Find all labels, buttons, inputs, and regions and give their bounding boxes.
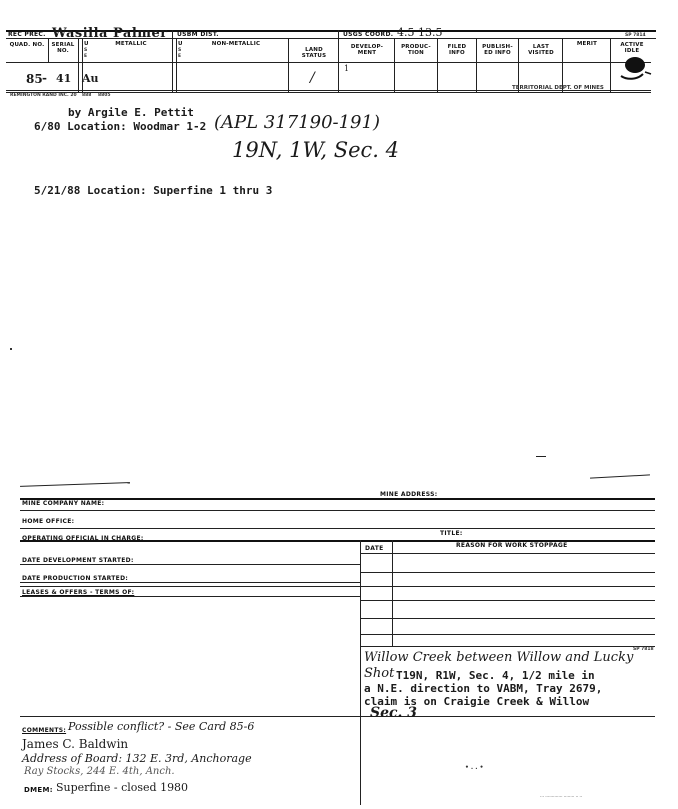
col-production: PRODUC-TION (401, 44, 431, 56)
rec-prec-label: REC PREC. (8, 31, 46, 38)
comments-label: COMMENTS: (22, 727, 67, 734)
usgs-coord-label: USGS COORD. (343, 31, 394, 38)
active-idle-mark-icon (615, 54, 653, 84)
location-1: 6/80 Location: Woodmar 1-2 (34, 120, 207, 133)
col-land-status: LAND STATUS (301, 47, 327, 59)
operating-official-label: OPERATING OFFICIAL IN CHARGE: (22, 535, 144, 542)
form-number-2: SP 7818 (633, 647, 654, 652)
location-2: 5/21/88 Location: Superfine 1 thru 3 (34, 184, 273, 197)
rec-prec-value: Wasilla Palmer (52, 26, 168, 41)
col-merit: MERIT (576, 41, 598, 47)
form-number: SP 7814 (625, 33, 646, 38)
home-office-label: HOME OFFICE: (22, 518, 75, 525)
col-nonmetallic: NON-METALLIC (211, 41, 261, 47)
comments-line2: James C. Baldwin (22, 737, 129, 751)
col-last-visited: LAST VISITED (528, 44, 554, 56)
leases-label: LEASES & OFFERS - TERMS OF: (22, 589, 135, 596)
date-column-label: DATE (365, 545, 384, 552)
row-serial-value: 41 (56, 72, 72, 85)
location-note-line2: T19N, R1W, Sec. 4, 1/2 mile in (396, 669, 595, 682)
col-filed-info: FILED INFO (447, 44, 467, 56)
row-metallic-value: Au (82, 72, 99, 85)
col-quad-no: QUAD. NO. (9, 42, 45, 48)
location-note-line3: a N.E. direction to VABM, Tray 2679, (364, 682, 603, 695)
by-line: by Argile E. Pettit (68, 106, 194, 119)
location-note-line2-hand: Shot (364, 666, 395, 681)
col-u2: U (178, 41, 183, 47)
location-note-line1: Willow Creek between Willow and Lucky (364, 650, 634, 665)
territorial-dept: TERRITORIAL DEPT. OF MINES (512, 85, 604, 91)
reason-column-label: REASON FOR WORK STOPPAGE (456, 542, 568, 549)
comments-line5: Superfine - closed 1980 (56, 781, 189, 794)
comments-line3: Address of Board: 132 E. 3rd, Anchorage (22, 752, 252, 765)
col-active-idle: ACTIVE IDLE (620, 42, 644, 54)
apl-note: (APL 317190-191) (214, 112, 380, 133)
row-quad-value: 85 (26, 72, 43, 86)
row-develop-value: 1 (344, 64, 350, 73)
usbm-dist-label: USBM DIST. (177, 31, 219, 38)
date-production-label: DATE PRODUCTION STARTED: (22, 575, 129, 582)
location-note-line5: Sec. 3 (370, 705, 418, 721)
col-serial-no: SERIAL NO. (51, 42, 75, 54)
col-metallic: METALLIC (115, 41, 147, 47)
col-published-info: PUBLISH-ED INFO (482, 44, 513, 56)
dmem-label: DMEM: (24, 786, 53, 794)
row-land-status-value: / (310, 70, 315, 86)
title-label: TITLE: (440, 530, 463, 537)
location-note-line4: claim is on Craigie Creek & Willow (364, 695, 590, 708)
printer-note: REMINGTON RAND INC. 20 (10, 93, 77, 98)
mine-company-label: MINE COMPANY NAME: (22, 500, 105, 507)
comments-text: Possible conflict? - See Card 85-6 (68, 720, 255, 733)
col-u1: U (84, 41, 89, 47)
comments-line4: Ray Stocks, 244 E. 4th, Anch. (24, 766, 175, 777)
mine-address-label: MINE ADDRESS: (380, 491, 438, 498)
township-section: 19N, 1W, Sec. 4 (232, 138, 400, 162)
date-development-label: DATE DEVELOPMENT STARTED: (22, 557, 134, 564)
col-development: DEVELOP-MENT (350, 44, 384, 56)
usgs-coord-value: 4.5 13.5 (397, 26, 443, 39)
